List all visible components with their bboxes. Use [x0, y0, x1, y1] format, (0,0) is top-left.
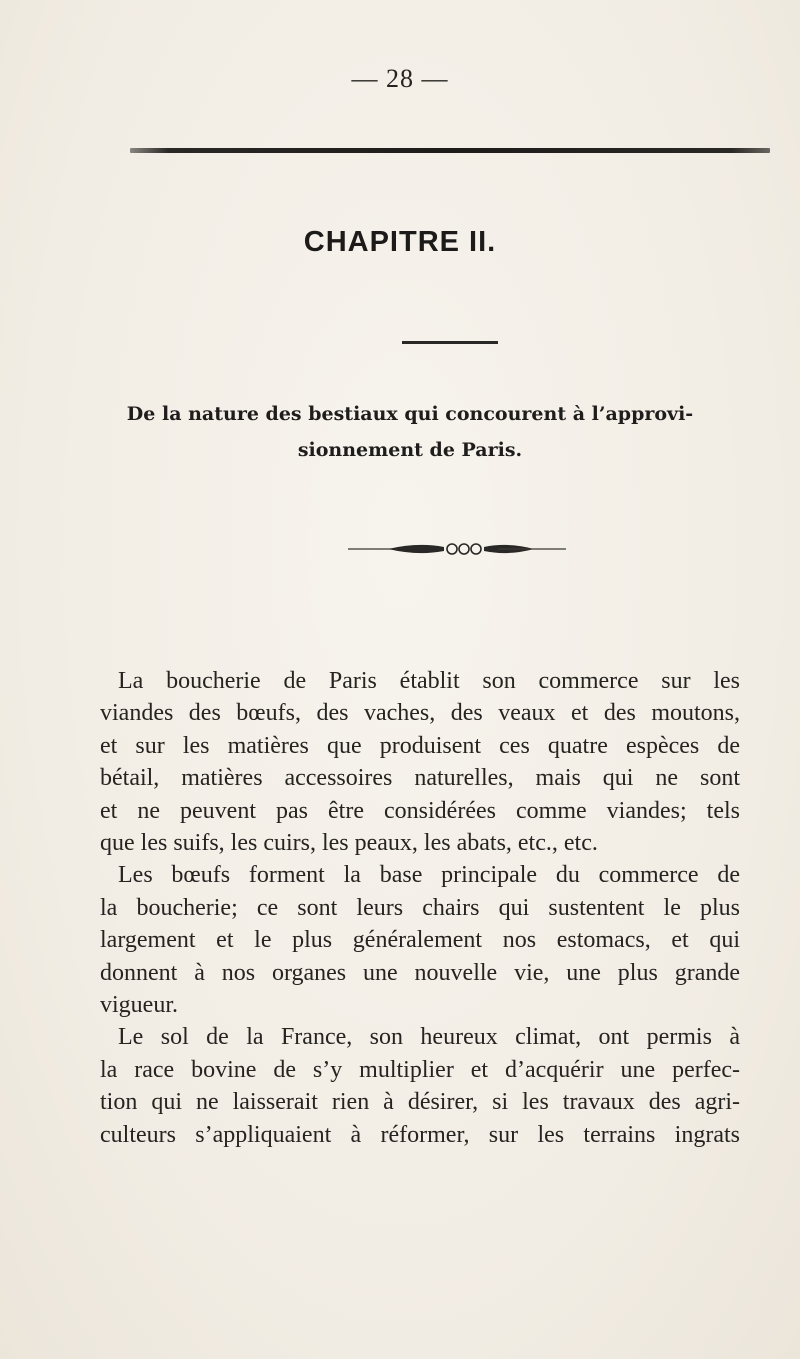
body-line: que les suifs, les cuirs, les peaux, les abats, etc., etc.: [100, 830, 598, 857]
body-line: tion qui ne laisserait rien à désirer, si les travaux des agri-: [100, 1089, 740, 1116]
chapter-title: CHAPITRE II.: [303, 226, 497, 258]
title-divider: [402, 341, 498, 344]
body-line: culteurs s’appliquaient à réformer, sur les terrains ingrats: [100, 1121, 740, 1148]
body-line: Les bœufs forment la base principale du commerce de: [118, 862, 740, 889]
body-line: bétail, matières accessoires naturelles, mais qui ne sont: [100, 765, 740, 792]
body-line: largement et le plus généralement nos estomacs, et qui: [100, 927, 740, 954]
body-line: et ne peuvent pas être considérées comme viandes; tels: [100, 797, 740, 824]
body-line: Le sol de la France, son heureux climat, ont permis à: [118, 1024, 740, 1051]
body-line: donnent à nos organes une nouvelle vie, une plus grande: [100, 959, 740, 986]
body-line: viandes des bœufs, des vaches, des veaux et des moutons,: [100, 700, 740, 727]
subtitle-line: De la nature des bestiaux qui concourent à l’approvi-: [126, 403, 694, 425]
header-rule: [130, 148, 770, 153]
body-paragraphs: [100, 665, 740, 1151]
body-line: La boucherie de Paris établit son commerce sur les: [118, 668, 740, 694]
decorative-ornament: [348, 536, 566, 562]
subtitle-line: sionnement de Paris.: [297, 439, 523, 461]
chapter-subtitle: [100, 396, 720, 468]
body-line: la race bovine de s’y multiplier et d’acquérir une perfec-: [100, 1056, 740, 1083]
body-line: et sur les matières que produisent ces quatre espèces de: [100, 732, 740, 759]
body-line: vigueur.: [100, 992, 178, 1019]
page-number: — 28 —: [351, 64, 449, 93]
body-line: la boucherie; ce sont leurs chairs qui sustentent le plus: [100, 894, 740, 921]
